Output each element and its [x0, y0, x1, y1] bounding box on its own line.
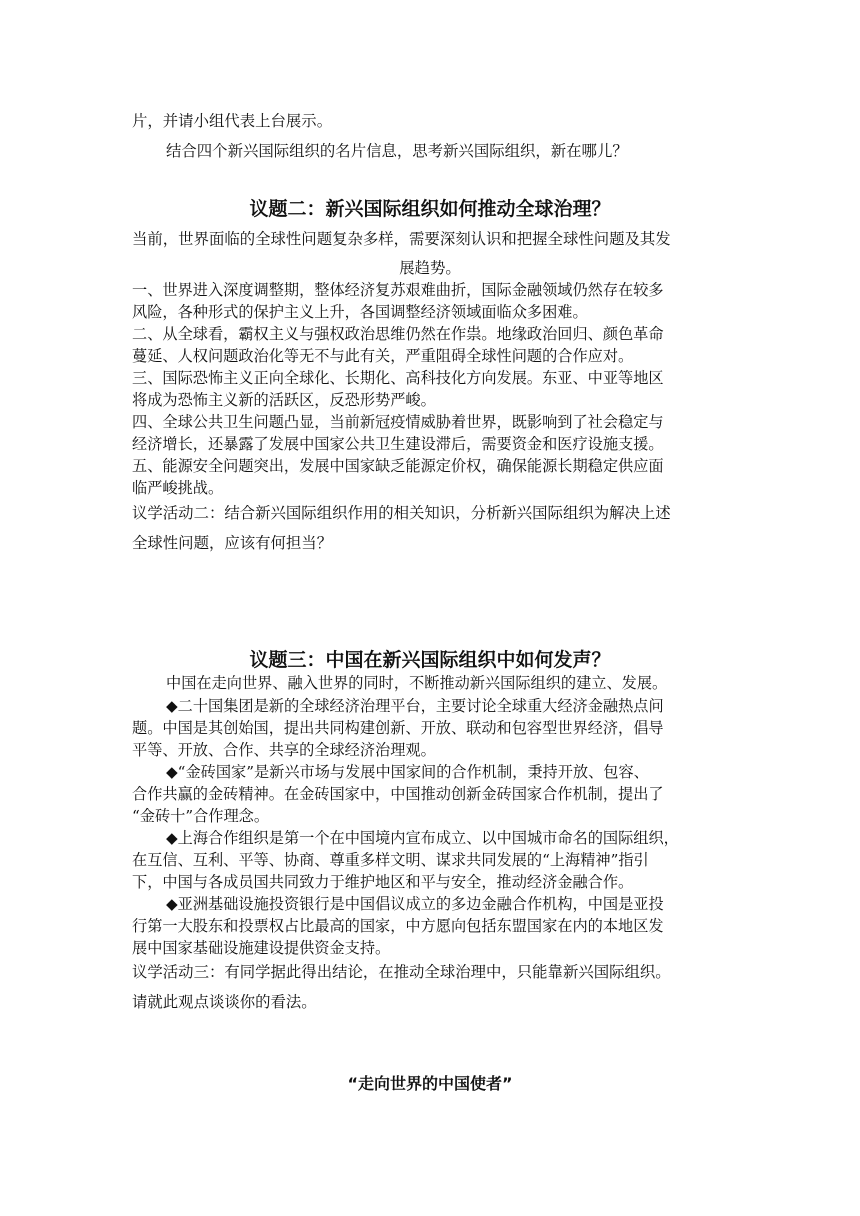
brics-line-2: 合作共赢的金砖精神。在金砖国家中，中国推动创新金砖国家合作机制，提出了: [132, 785, 664, 803]
topic2-point-2b: 蔓延、人权问题政治化等无不与此有关，严重阻碍全球性问题的合作应对。: [132, 347, 634, 365]
topic2-point-3b: 将成为恐怖主义新的活跃区，反恐形势严峻。: [132, 391, 436, 409]
topic2-point-5a: 五、能源安全问题突出，发展中国家缺乏能源定价权，确保能源长期稳定供应面: [132, 457, 664, 475]
topic2-point-2a: 二、从全球看，霸权主义与强权政治思维仍然在作祟。地缘政治回归、颜色革命: [132, 325, 664, 343]
brics-line-3: “金砖十”合作理念。: [132, 807, 270, 825]
sco-line-3: 下，中国与各成员国共同致力于维护地区和平与安全，推动经济金融合作。: [132, 873, 634, 891]
topic2-point-3a: 三、国际恐怖主义正向全球化、长期化、高科技化方向发展。东亚、中亚等地区: [132, 369, 664, 387]
topic2-lead-2: 展趋势。: [399, 259, 461, 277]
intro-line-2: 结合四个新兴国际组织的名片信息，思考新兴国际组织，新在哪儿？: [166, 142, 628, 160]
footer-title: “走向世界的中国使者”: [347, 1074, 513, 1093]
g20-line-2: 题。中国是其创始国，提出共同构建创新、开放、联动和包容型世界经济，倡导: [132, 719, 664, 737]
activity3-line-1: 议学活动三：有同学据此得出结论，在推动全球治理中，只能靠新兴国际组织。: [132, 963, 671, 981]
sco-line-1: ◆上海合作组织是第一个在中国境内宣布成立、以中国城市命名的国际组织，: [166, 829, 679, 847]
g20-line-1: ◆二十国集团是新的全球经济治理平台，主要讨论全球重大经济金融热点问: [166, 697, 664, 715]
topic2-heading: 议题二：新兴国际组织如何推动全球治理？: [249, 198, 611, 220]
intro-line-1: 片，并请小组代表上台展示。: [132, 112, 333, 130]
topic2-point-5b: 临严峻挑战。: [132, 479, 224, 497]
aiib-line-3: 展中国家基础设施建设提供资金支持。: [132, 939, 391, 957]
activity2-line-2: 全球性问题，应该有何担当？: [132, 534, 333, 552]
topic2-point-4a: 四、全球公共卫生问题凸显，当前新冠疫情威胁着世界，既影响到了社会稳定与: [132, 413, 664, 431]
topic2-point-1a: 一、世界进入深度调整期，整体经济复苏艰难曲折，国际金融领域仍然存在较多: [132, 281, 664, 299]
aiib-line-2: 行第一大股东和投票权占比最高的国家，中方愿向包括东盟国家在内的本地区发: [132, 917, 664, 935]
g20-line-3: 平等、开放、合作、共享的全球经济治理观。: [132, 741, 436, 759]
topic2-point-1b: 风险，各种形式的保护主义上升，各国调整经济领域面临众多困难。: [132, 303, 588, 321]
topic2-point-4b: 经济增长，还暴露了发展中国家公共卫生建设滞后，需要资金和医疗设施支援。: [132, 435, 664, 453]
topic3-heading: 议题三：中国在新兴国际组织中如何发声？: [249, 649, 611, 671]
topic2-lead-1: 当前，世界面临的全球性问题复杂多样，需要深刻认识和把握全球性问题及其发: [132, 230, 671, 248]
aiib-line-1: ◆亚洲基础设施投资银行是中国倡议成立的多边金融合作机构，中国是亚投: [166, 895, 664, 913]
topic3-lead: 中国在走向世界、融入世界的同时，不断推动新兴国际组织的建立、发展。: [166, 674, 668, 692]
sco-line-2: 在互信、互利、平等、协商、尊重多样文明、谋求共同发展的“上海精神”指引: [132, 851, 649, 869]
activity2-line-1: 议学活动二：结合新兴国际组织作用的相关知识，分析新兴国际组织为解决上述: [132, 504, 671, 522]
brics-line-1: ◆“金砖国家”是新兴市场与发展中国家间的合作机制，秉持开放、包容、: [166, 763, 649, 781]
activity3-line-2: 请就此观点谈谈你的看法。: [132, 993, 317, 1011]
